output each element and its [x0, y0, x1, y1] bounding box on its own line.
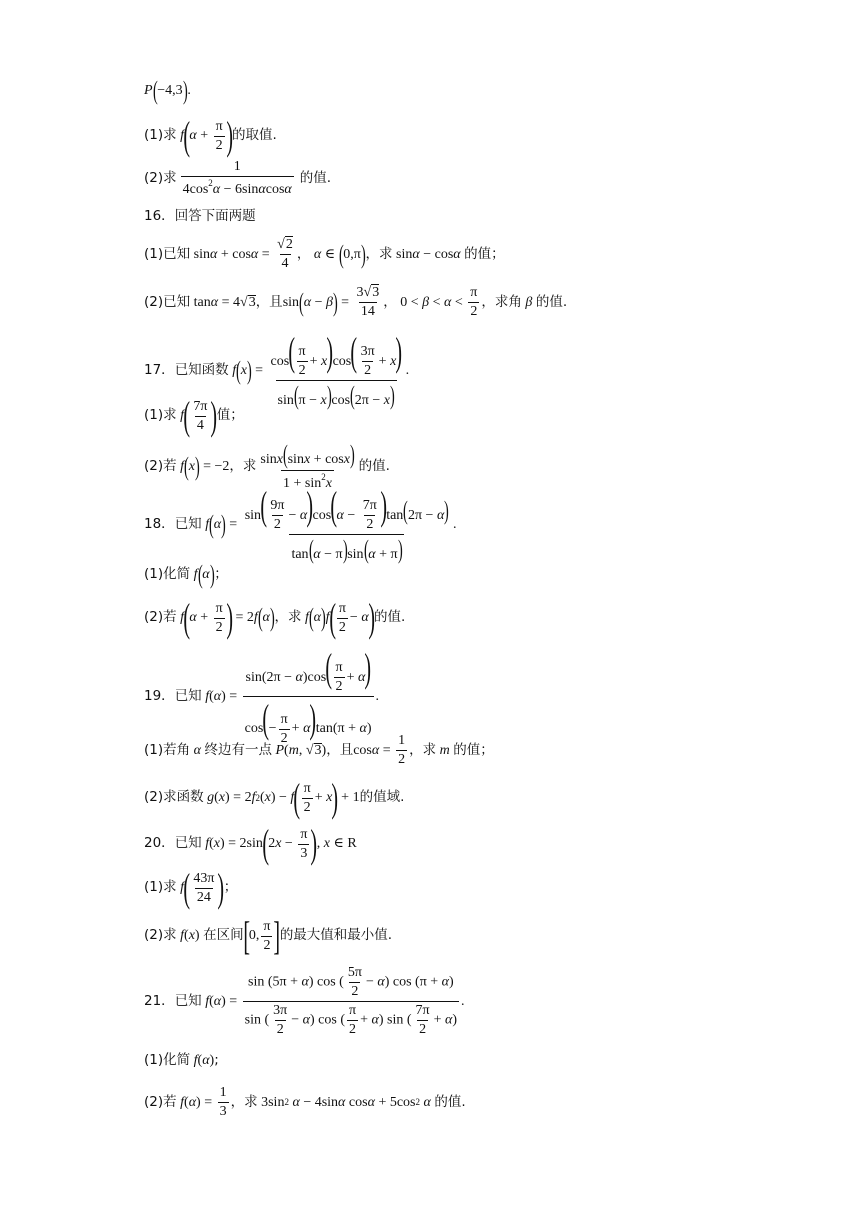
p17-number: 17．: [144, 361, 175, 378]
p21-2-suffix: 的值.: [434, 1093, 466, 1110]
problem-17-part-1: (1)求 f ( $\frac{7\pi}{4}$ ) 值；: [144, 393, 244, 438]
problem-19-heading: 19． 已知 f ( α ) = sin(2π − α)cos( $\frac{\pi}{2}$ + α) cos(− $\frac{\pi}{2}$ + α)tan(π + α) .: [144, 645, 380, 746]
problem-21-part-1: (1)化简 f ( α ) ;: [144, 1052, 219, 1069]
problem-19-part-2: (2)求函数 g ( x ) = 2 f 2 ( x ) − f ( $\frac{\pi}{2}$ + x ) + 1 的值域.: [144, 775, 405, 820]
p20-number: 20．: [144, 835, 175, 852]
p16-2-prefix: (2)已知: [144, 293, 191, 310]
p18-1-suffix: ；: [214, 566, 228, 583]
problem-18-part-2: (2)若 f ( α + $\frac{\pi}{2}$ ) = 2 f ( α ) ，求 f ( α ) f ( $\frac{\pi}{2}$ − α ) 的值.: [144, 595, 406, 640]
p20-2-suffix: 的最大值和最小值.: [279, 927, 393, 944]
p21-1-suffix: ;: [214, 1052, 219, 1069]
p19-2-suffix: 的值域.: [359, 789, 405, 806]
problem-21-heading: 21． 已知 f ( α ) = sin (5π + α) cos ( $\frac{5\pi}{2}$ − α) cos (π + α) sin ( $\frac{3\pi}{2}$ − α) cos ( $\frac{\pi}{2}$ + α) sin ( $\frac{7\pi}{2}$ + α) .: [144, 965, 465, 1037]
p18-number: 18．: [144, 515, 175, 532]
p19-number: 19．: [144, 688, 175, 705]
p17-prefix: 已知函数: [174, 361, 229, 378]
p18-2-mid: ，求: [274, 609, 302, 626]
p15-2-suffix: 的值.: [299, 169, 332, 186]
problem-15-part-1: (1)求 f ( α + $\frac{\pi}{2}$ ) 的取值.: [144, 113, 277, 158]
p20-prefix: 已知: [174, 835, 202, 852]
problem-18-part-1: (1)化简 f ( α ) ；: [144, 560, 228, 589]
p17-2-suffix: 的值.: [358, 457, 390, 474]
p21-2-mid: ，求: [230, 1093, 258, 1110]
p21-1-prefix: (1)化简: [144, 1052, 191, 1069]
p16-1-prefix: (1)已知: [144, 245, 191, 262]
p16-2-mid: ，求角: [481, 293, 522, 310]
p19-prefix: 已知: [174, 688, 202, 705]
p16-title: 回答下面两题: [174, 208, 256, 224]
p20-1-suffix: ；: [223, 879, 238, 896]
p16-1-mid: ，求: [365, 245, 393, 262]
p21-number: 21．: [144, 992, 175, 1009]
p19-1-mid2: ，且: [326, 741, 354, 758]
p16-2-and: ，且: [255, 293, 283, 310]
p16-2-suffix: 的值.: [535, 293, 568, 310]
p17-2-mid: ，求: [229, 457, 257, 474]
problem-15-part-2: (2)求 $\frac{1}{4\cos^2\alpha - 6\sin\alpha\cos\alpha}$ 的值.: [144, 159, 332, 197]
p21-prefix: 已知: [174, 992, 202, 1009]
p20-1-prefix: (1)求: [144, 879, 177, 896]
p17-1-suffix: 值；: [216, 407, 244, 424]
p15-2-prefix: (2)求: [144, 169, 177, 186]
p20-2-prefix: (2)求: [144, 927, 177, 944]
p17-1-prefix: (1)求: [144, 407, 177, 424]
problem-17-heading: 17． 已知函数 f ( x ) = cos( $\frac{\pi}{2}$ + x)cos( $\frac{3\pi}{2}$ + x) sin(π − x)cos(2π − x) .: [144, 329, 410, 411]
p19-1-mid3: ，求: [409, 741, 437, 758]
p15-1-suffix: 的取值.: [232, 127, 277, 144]
p19-1-prefix: (1)若角: [144, 741, 191, 758]
p16-1-suffix: 的值；: [464, 245, 505, 262]
problem-19-part-1: (1)若角 α 终边有一点 P ( m , √ 3 ) ，且 cos α = $\frac{1}{2}$ ，求 m 的值；: [144, 733, 494, 767]
p15-1-prefix: (1)求: [144, 127, 177, 144]
problem-20-part-1: (1)求 f ( $\frac{43\pi}{24}$ ) ；: [144, 865, 238, 910]
p19-2-prefix: (2)求函数: [144, 789, 204, 806]
p18-prefix: 已知: [174, 515, 202, 532]
p21-2-prefix: (2)若: [144, 1093, 177, 1110]
p18-1-prefix: (1)化简: [144, 566, 191, 583]
problem-21-part-2: (2)若 f ( α ) = $\frac{1}{3}$ ，求 3sin 2 α − 4sin α cos α + 5cos 2 α 的值.: [144, 1085, 466, 1119]
problem-20-heading: 20． 已知 f ( x ) = 2sin ( 2 x − $\frac{\pi}{3}$ ) , x ∈ R: [144, 821, 357, 866]
p18-2-prefix: (2)若: [144, 609, 177, 626]
p19-1-suffix: 的值；: [453, 741, 494, 758]
p16-number: 16．: [144, 208, 175, 224]
problem-16-part-2: (2)已知 tan α = 4√ 3 ，且 sin ( α − β ) = $\frac{3√3}{14}$ ， 0 < β < α < $\frac{\pi}{2}$ ，求角 β 的值.: [144, 285, 568, 319]
problem-17-part-2: (2)若 f ( x ) = −2 ，求 $\frac{\sin x(\sin x + \cos x)}{1 + \sin^2x}$ 的值.: [144, 440, 390, 491]
p20-2-mid: 在区间: [203, 927, 244, 944]
p19-1-mid1: 终边有一点: [204, 741, 272, 758]
problem-16-part-1: (1)已知 sin α + cos α = $\frac{√2}{4}$ ， α ∈ ( 0,π ) ，求 sin α − cos α 的值；: [144, 237, 505, 271]
problem-18-heading: 18． 已知 f ( α ) = sin( $\frac{9\pi}{2}$ − α)cos(α − $\frac{7\pi}{2}$ )tan(2π − α) tan(α − π)sin(α + π) .: [144, 483, 457, 565]
p18-2-suffix: 的值.: [374, 609, 406, 626]
problem-20-part-2: (2)求 f ( x ) 在区间 [ 0, $\frac{\pi}{2}$ ] 的最大值和最小值.: [144, 913, 393, 958]
problem-16-heading: [144, 210, 256, 224]
carry-over-point: P ( −4,3 ) .: [144, 76, 191, 105]
p17-2-prefix: (2)若: [144, 457, 177, 474]
